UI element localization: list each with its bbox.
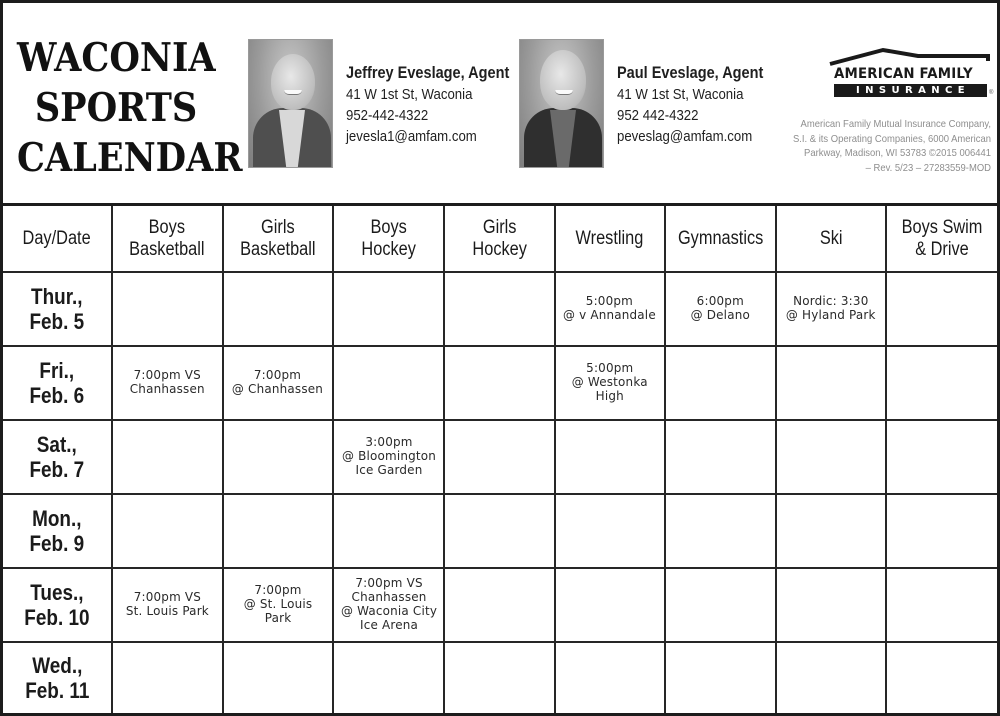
event-cell <box>665 272 776 346</box>
agent-email[interactable]: jevesla1@amfam.com <box>346 128 477 145</box>
day-label: Mon., Feb. 9 <box>29 506 85 556</box>
col-header-girls-basketball <box>223 206 334 272</box>
event-cell <box>555 642 666 713</box>
table-row <box>3 568 997 642</box>
event-cell <box>444 642 555 713</box>
event-cell <box>776 272 887 346</box>
event-cell <box>112 346 223 420</box>
event-cell <box>333 420 444 494</box>
day-date-cell <box>3 346 112 420</box>
event-cell <box>333 568 444 642</box>
event-cell <box>112 494 223 568</box>
agent-name: Paul Eveslage, Agent <box>617 64 764 82</box>
event-cell <box>333 642 444 713</box>
event-cell <box>444 272 555 346</box>
title-line: SPORTS <box>34 85 198 131</box>
title-line: CALENDAR <box>17 135 243 181</box>
event-cell <box>333 272 444 346</box>
agent-address: 41 W 1st St, Waconia <box>346 86 473 103</box>
event-cell <box>776 642 887 713</box>
day-date-cell <box>3 494 112 568</box>
col-header-label: Girls Basketball <box>240 216 316 260</box>
event-cell <box>444 346 555 420</box>
event-cell <box>223 494 334 568</box>
col-header-label: Ski <box>819 227 843 249</box>
american-family-logo <box>828 47 998 103</box>
event-cell <box>444 568 555 642</box>
event-cell <box>886 272 997 346</box>
col-header-label: Girls Hockey <box>471 216 527 260</box>
legal-disclaimer <box>784 117 991 176</box>
event-text: 7:00pm @ St. Louis Park <box>243 583 313 625</box>
event-cell <box>886 494 997 568</box>
photo-shape <box>284 90 302 95</box>
event-cell <box>665 420 776 494</box>
col-header-label: Wrestling <box>575 227 644 249</box>
event-cell <box>555 272 666 346</box>
col-header-label: Day/Date <box>22 227 92 249</box>
event-text: 6:00pm @ Delano <box>690 294 751 322</box>
event-cell <box>333 346 444 420</box>
day-date-cell <box>3 642 112 713</box>
legal-line: – Rev. 5/23 – 27283559-MOD <box>865 162 991 175</box>
day-label: Thur., Feb. 5 <box>29 284 85 334</box>
col-header-label: Boys Hockey <box>361 216 416 260</box>
agent-contact-paul <box>617 63 763 147</box>
event-cell <box>555 494 666 568</box>
event-cell <box>112 272 223 346</box>
event-text: 7:00pm VS St. Louis Park <box>125 590 209 618</box>
day-date-cell <box>3 568 112 642</box>
agent-contact-jeffrey <box>346 63 509 147</box>
event-cell <box>886 568 997 642</box>
table-row <box>3 494 997 568</box>
title-line: WACONIA <box>17 35 216 81</box>
col-header-label: Gymnastics <box>677 227 764 249</box>
agent-phone: 952 442-4322 <box>617 107 699 124</box>
event-text: 7:00pm VS Chanhassen @ Waconia City Ice Arena <box>340 576 437 632</box>
event-cell <box>776 568 887 642</box>
legal-line: S.I. & its Operating Companies, 6000 American <box>792 132 991 145</box>
agent-photo-paul <box>519 39 604 168</box>
event-cell <box>776 346 887 420</box>
event-cell <box>112 642 223 713</box>
table-row <box>3 642 997 713</box>
header-row <box>3 206 997 272</box>
schedule-table <box>3 206 997 713</box>
col-header-gymnastics <box>665 206 776 272</box>
col-header-boys-hockey <box>333 206 444 272</box>
event-text: 3:00pm @ Bloomington Ice Garden <box>341 435 436 477</box>
event-cell <box>444 494 555 568</box>
event-cell <box>444 420 555 494</box>
event-cell <box>555 420 666 494</box>
event-cell <box>776 494 887 568</box>
agent-email[interactable]: peveslag@amfam.com <box>617 128 753 145</box>
day-date-cell <box>3 420 112 494</box>
photo-shape <box>540 50 586 110</box>
event-cell <box>665 642 776 713</box>
agent-photo-jeffrey <box>248 39 333 168</box>
col-header-label: Boys Basketball <box>129 216 206 260</box>
col-header-girls-hockey <box>444 206 555 272</box>
event-cell <box>223 568 334 642</box>
event-cell <box>665 494 776 568</box>
table-row <box>3 346 997 420</box>
photo-shape <box>271 54 315 110</box>
event-cell <box>665 568 776 642</box>
event-text: 5:00pm @ v Annandale <box>563 294 657 322</box>
event-cell <box>886 346 997 420</box>
col-header-day-date <box>3 206 112 272</box>
col-header-label: Boys Swim & Drive <box>901 216 983 260</box>
day-date-cell <box>3 272 112 346</box>
logo-wordmark: AMERICAN FAMILY <box>834 66 973 82</box>
day-label: Sat., Feb. 7 <box>29 432 85 482</box>
day-label: Wed., Feb. 11 <box>24 653 90 703</box>
event-cell <box>886 420 997 494</box>
schedule-body <box>3 272 997 713</box>
event-cell <box>776 420 887 494</box>
event-cell <box>223 420 334 494</box>
agent-address: 41 W 1st St, Waconia <box>617 86 744 103</box>
calendar-header <box>3 3 997 206</box>
roof-icon <box>828 47 998 67</box>
page-title <box>17 33 243 183</box>
photo-shape <box>555 90 573 95</box>
event-text: 7:00pm VS Chanhassen <box>129 368 205 396</box>
agent-phone: 952-442-4322 <box>346 107 429 124</box>
event-cell <box>223 272 334 346</box>
legal-line: Parkway, Madison, WI 53783 ©2015 006441 <box>804 147 991 160</box>
day-label: Tues., Feb. 10 <box>24 580 90 630</box>
event-cell <box>333 494 444 568</box>
day-label: Fri., Feb. 6 <box>29 358 85 408</box>
event-text: 5:00pm @ Westonka High <box>571 361 648 403</box>
event-cell <box>223 642 334 713</box>
event-cell <box>112 568 223 642</box>
table-row <box>3 272 997 346</box>
event-text: Nordic: 3:30 @ Hyland Park <box>786 294 876 322</box>
legal-line: American Family Mutual Insurance Company, <box>800 118 991 130</box>
col-header-boys-basketball <box>112 206 223 272</box>
agent-name: Jeffrey Eveslage, Agent <box>346 64 510 82</box>
event-cell <box>886 642 997 713</box>
event-cell <box>555 346 666 420</box>
event-text: 7:00pm @ Chanhassen <box>232 368 324 396</box>
table-row <box>3 420 997 494</box>
col-header-ski <box>776 206 887 272</box>
col-header-boys-swim-dive <box>886 206 997 272</box>
event-cell <box>223 346 334 420</box>
col-header-wrestling <box>555 206 666 272</box>
event-cell <box>555 568 666 642</box>
event-cell <box>112 420 223 494</box>
event-cell <box>665 346 776 420</box>
logo-subword: INSURANCE <box>834 84 987 97</box>
registered-mark: ® <box>989 90 994 96</box>
